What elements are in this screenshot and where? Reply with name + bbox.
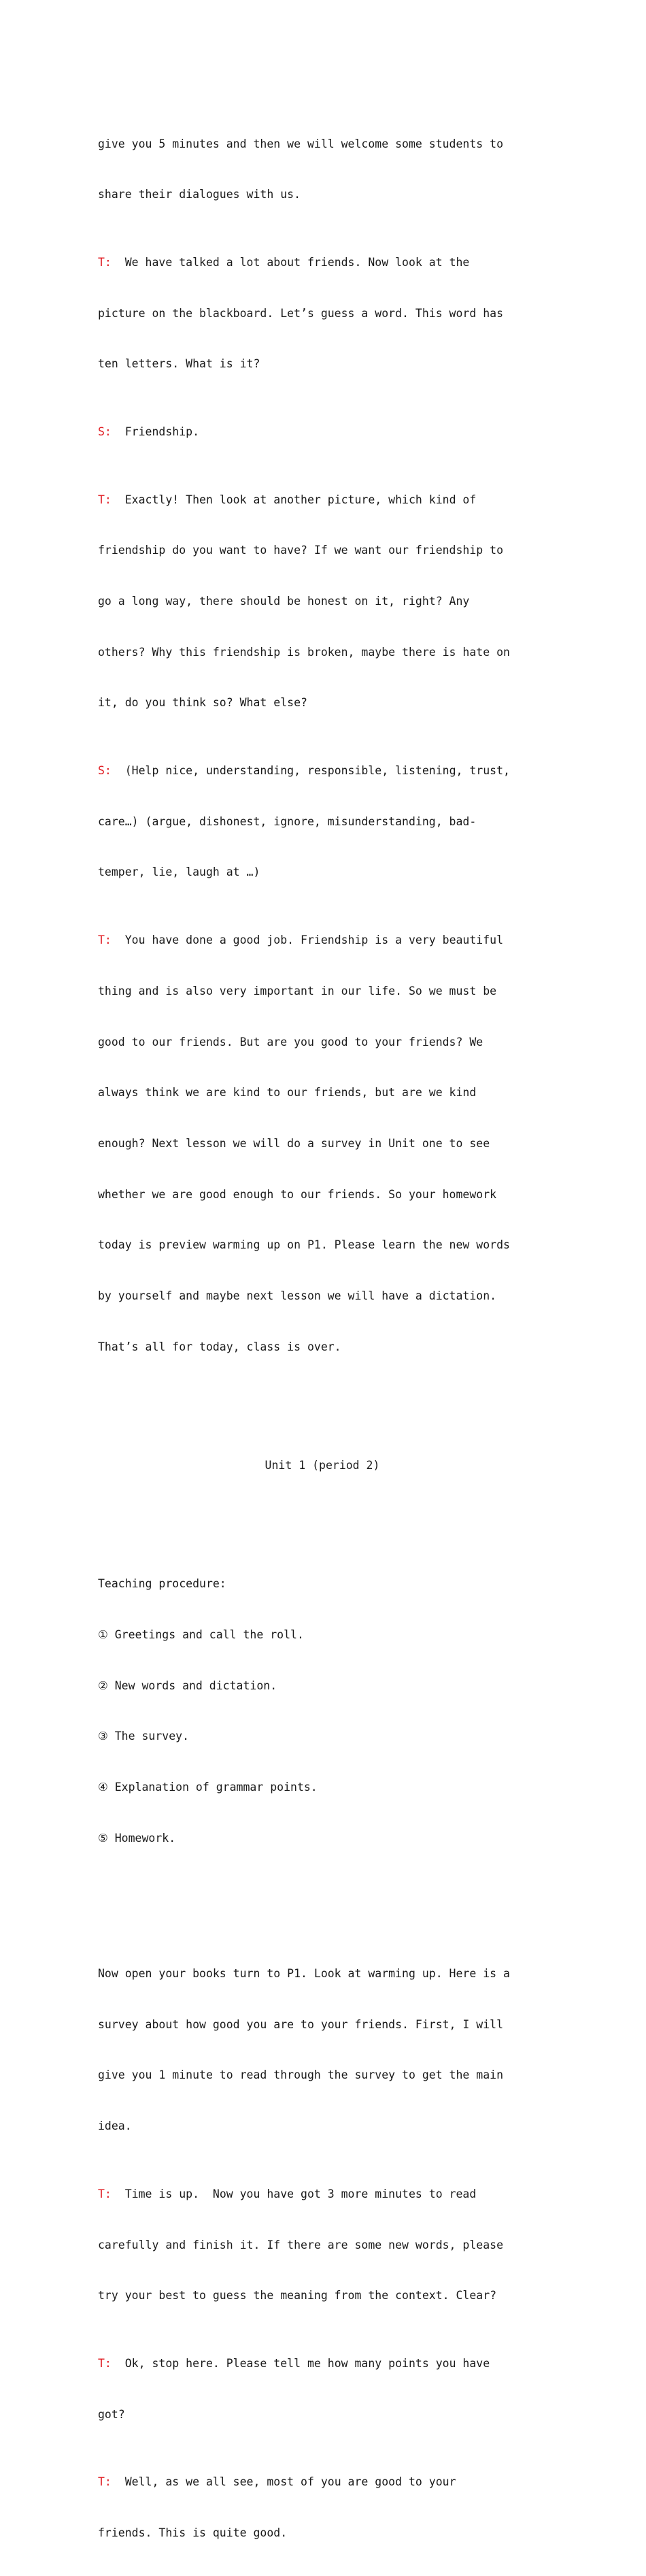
text-line: today is preview warming up on P1. Please learn the new words <box>98 1238 510 1252</box>
text-line: friendship do you want to have? If we want our friendship to <box>98 544 504 557</box>
dialogue-line <box>98 2186 560 2203</box>
text-line: always think we are kind to our friends, but are we kind <box>98 1086 477 1100</box>
dialogue-text: Ok, stop here. Please tell me how many points you have <box>111 2356 490 2370</box>
text-line: go a long way, there should be honest on it, right? Any <box>98 595 470 608</box>
blank-line <box>98 1508 560 1525</box>
dialogue-line <box>98 254 560 271</box>
dialogue-text: Time is up. Now you have got 3 more minutes to read <box>111 2187 477 2200</box>
text-line: it, do you think so? What else? <box>98 696 307 710</box>
text-line: temper, lie, laugh at …) <box>98 865 260 879</box>
text-line: whether we are good enough to our friends. So your homework <box>98 1187 497 1201</box>
dialogue-line <box>98 424 560 441</box>
document-page <box>98 85 560 2576</box>
teacher-speaker-label: T: <box>98 2475 112 2489</box>
dialogue-text: Friendship. <box>111 425 200 439</box>
dialogue-text: You have done a good job. Friendship is a very beautiful <box>111 934 504 947</box>
dialogue-line <box>98 932 560 949</box>
teacher-speaker-label: T: <box>98 256 112 269</box>
text-line: good to our friends. But are you good to your friends? We <box>98 1035 483 1048</box>
student-speaker-label: S: <box>98 425 112 439</box>
text-line: share their dialogues with us. <box>98 188 301 201</box>
student-speaker-label: S: <box>98 764 112 778</box>
procedure-item: ③ The survey. <box>98 1730 189 1743</box>
text-line: give you 5 minutes and then we will welcome some students to <box>98 137 504 150</box>
text-line: That’s all for today, class is over. <box>98 1340 341 1353</box>
text-line: try your best to guess the meaning from the context. Clear? <box>98 2289 497 2302</box>
teacher-speaker-label: T: <box>98 2356 112 2370</box>
text-line: ten letters. What is it? <box>98 357 260 371</box>
procedure-item: ② New words and dictation. <box>98 1679 277 1692</box>
dialogue-line <box>98 492 560 509</box>
text-line: thing and is also very important in our life. So we must be <box>98 984 497 997</box>
dialogue-line <box>98 2474 560 2491</box>
teacher-speaker-label: T: <box>98 493 112 506</box>
dialogue-text: (Help nice, understanding, responsible, listening, trust, <box>111 764 510 778</box>
dialogue-text: We have talked a lot about friends. Now look at the <box>111 256 470 269</box>
text-line: others? Why this friendship is broken, maybe there is hate on <box>98 645 510 659</box>
dialogue-line <box>98 2356 560 2373</box>
dialogue-text: Well, as we all see, most of you are good to your <box>111 2475 456 2489</box>
procedure-title: Teaching procedure: <box>98 1577 226 1591</box>
text-line: picture on the blackboard. Let’s guess a word. This word has <box>98 306 504 320</box>
text-line: Now open your books turn to P1. Look at warming up. Here is a <box>98 1967 510 1981</box>
section-heading: Unit 1 (period 2) <box>265 1459 380 1472</box>
dialogue-text: Exactly! Then look at another picture, which kind of <box>111 493 477 506</box>
blank-line <box>98 1406 560 1423</box>
text-line: friends. This is quite good. <box>98 2526 288 2539</box>
teacher-speaker-label: T: <box>98 2187 112 2200</box>
text-line: enough? Next lesson we will do a survey in Unit one to see <box>98 1136 490 1150</box>
procedure-item: ④ Explanation of grammar points. <box>98 1781 318 1794</box>
teacher-speaker-label: T: <box>98 934 112 947</box>
text-line: survey about how good you are to your friends. First, I will <box>98 2017 504 2031</box>
text-line: care…) (argue, dishonest, ignore, misunderstanding, bad- <box>98 814 477 828</box>
blank-line <box>98 1898 560 1915</box>
procedure-item: ⑤ Homework. <box>98 1831 176 1845</box>
procedure-item: ① Greetings and call the roll. <box>98 1628 304 1642</box>
text-line: by yourself and maybe next lesson we will have a dictation. <box>98 1289 497 1303</box>
text-line: idea. <box>98 2119 132 2133</box>
dialogue-line <box>98 763 560 780</box>
text-line: got? <box>98 2407 125 2421</box>
text-line: give you 1 minute to read through the survey to get the main <box>98 2068 504 2082</box>
text-line: carefully and finish it. If there are some new words, please <box>98 2238 504 2251</box>
